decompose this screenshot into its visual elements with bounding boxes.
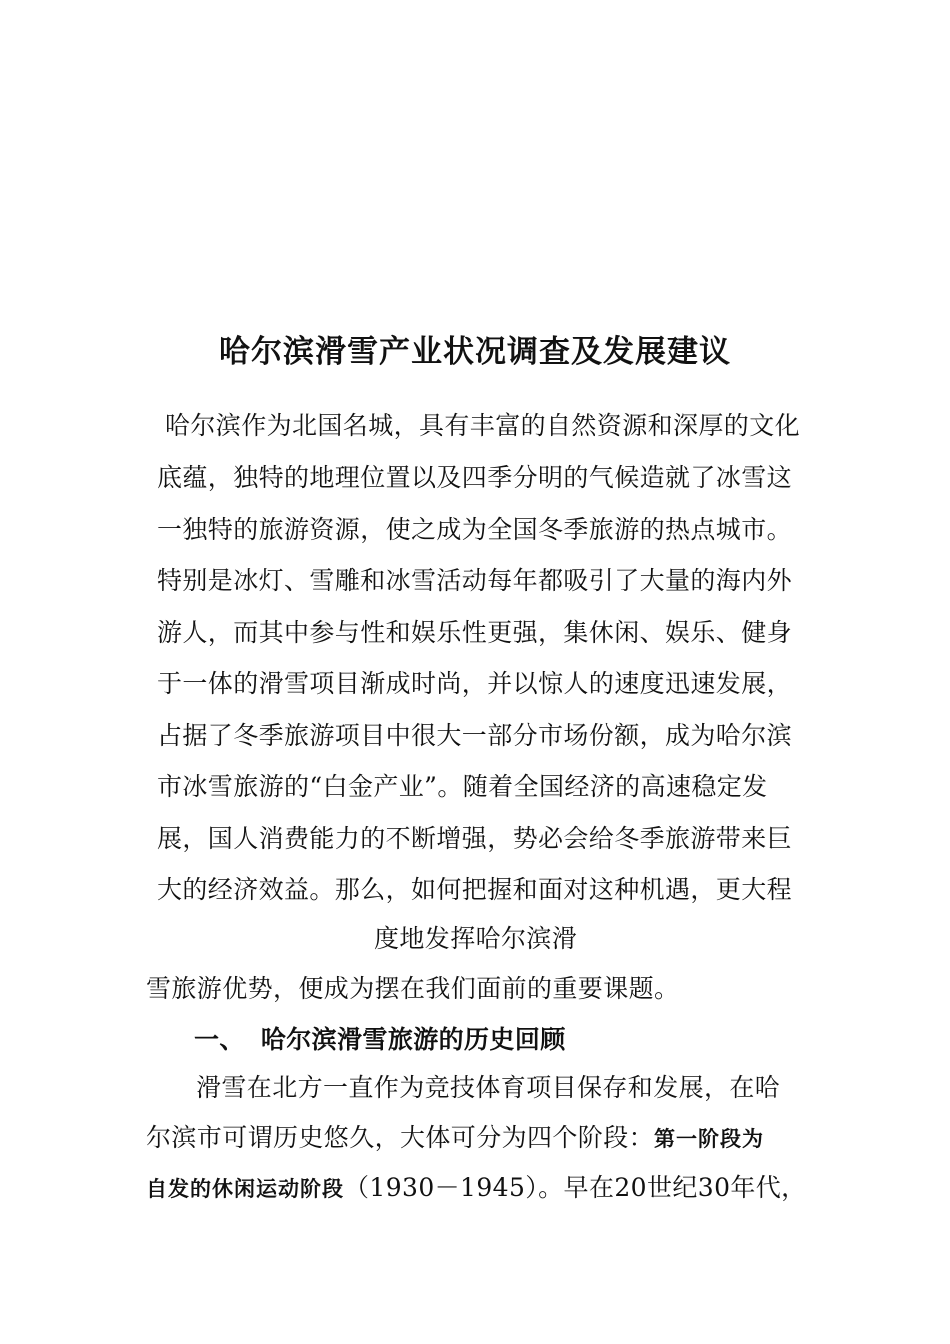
intro-line: 展，国人消费能力的不断增强，势必会给冬季旅游带来巨 bbox=[157, 824, 793, 853]
section-1-text: 尔滨市可谓历史悠久，大体可分为四个阶段： bbox=[146, 1123, 655, 1152]
intro-line: 一独特的旅游资源，使之成为全国冬季旅游的热点城市。 bbox=[157, 515, 793, 544]
intro-tail-line: 雪旅游优势，便成为摆在我们面前的重要课题。 bbox=[146, 974, 680, 1003]
section-1-line bbox=[146, 1172, 807, 1205]
intro-line: 特别是冰灯、雪雕和冰雪活动每年都吸引了大量的海内外 bbox=[157, 566, 793, 595]
section-1-emphasis: 自发的休闲运动阶段 bbox=[146, 1177, 344, 1201]
intro-line: 底蕴，独特的地理位置以及四季分明的气候造就了冰雪这 bbox=[157, 463, 793, 492]
intro-center-line: 度地发挥哈尔滨滑 bbox=[374, 924, 578, 953]
section-1-title: 哈尔滨滑雪旅游的历史回顾 bbox=[260, 1025, 566, 1054]
intro-line: 游人，而其中参与性和娱乐性更强，集休闲、娱乐、健身 bbox=[157, 618, 793, 647]
section-1-emphasis: 第一阶段为 bbox=[654, 1127, 765, 1151]
intro-line: 占据了冬季旅游项目中很大一部分市场份额，成为哈尔滨 bbox=[157, 721, 793, 750]
section-1-heading bbox=[194, 1024, 566, 1056]
intro-line: 大的经济效益。那么，如何把握和面对这种机遇，更大程 bbox=[157, 875, 793, 904]
section-1-text: （1930－1945）。早在20世纪30年代， bbox=[344, 1173, 807, 1202]
intro-line: 哈尔滨作为北国名城，具有丰富的自然资源和深厚的文化 bbox=[165, 411, 801, 440]
intro-line: 市冰雪旅游的“白金产业”。随着全国经济的高速稳定发 bbox=[157, 772, 768, 801]
document-title: 哈尔滨滑雪产业状况调查及发展建议 bbox=[219, 334, 731, 370]
section-1-line bbox=[146, 1122, 764, 1155]
section-1-number: 一、 bbox=[194, 1025, 245, 1054]
intro-line: 于一体的滑雪项目渐成时尚，并以惊人的速度迅速发展， bbox=[157, 669, 793, 698]
section-1-line: 滑雪在北方一直作为竞技体育项目保存和发展，在哈 bbox=[196, 1073, 781, 1102]
